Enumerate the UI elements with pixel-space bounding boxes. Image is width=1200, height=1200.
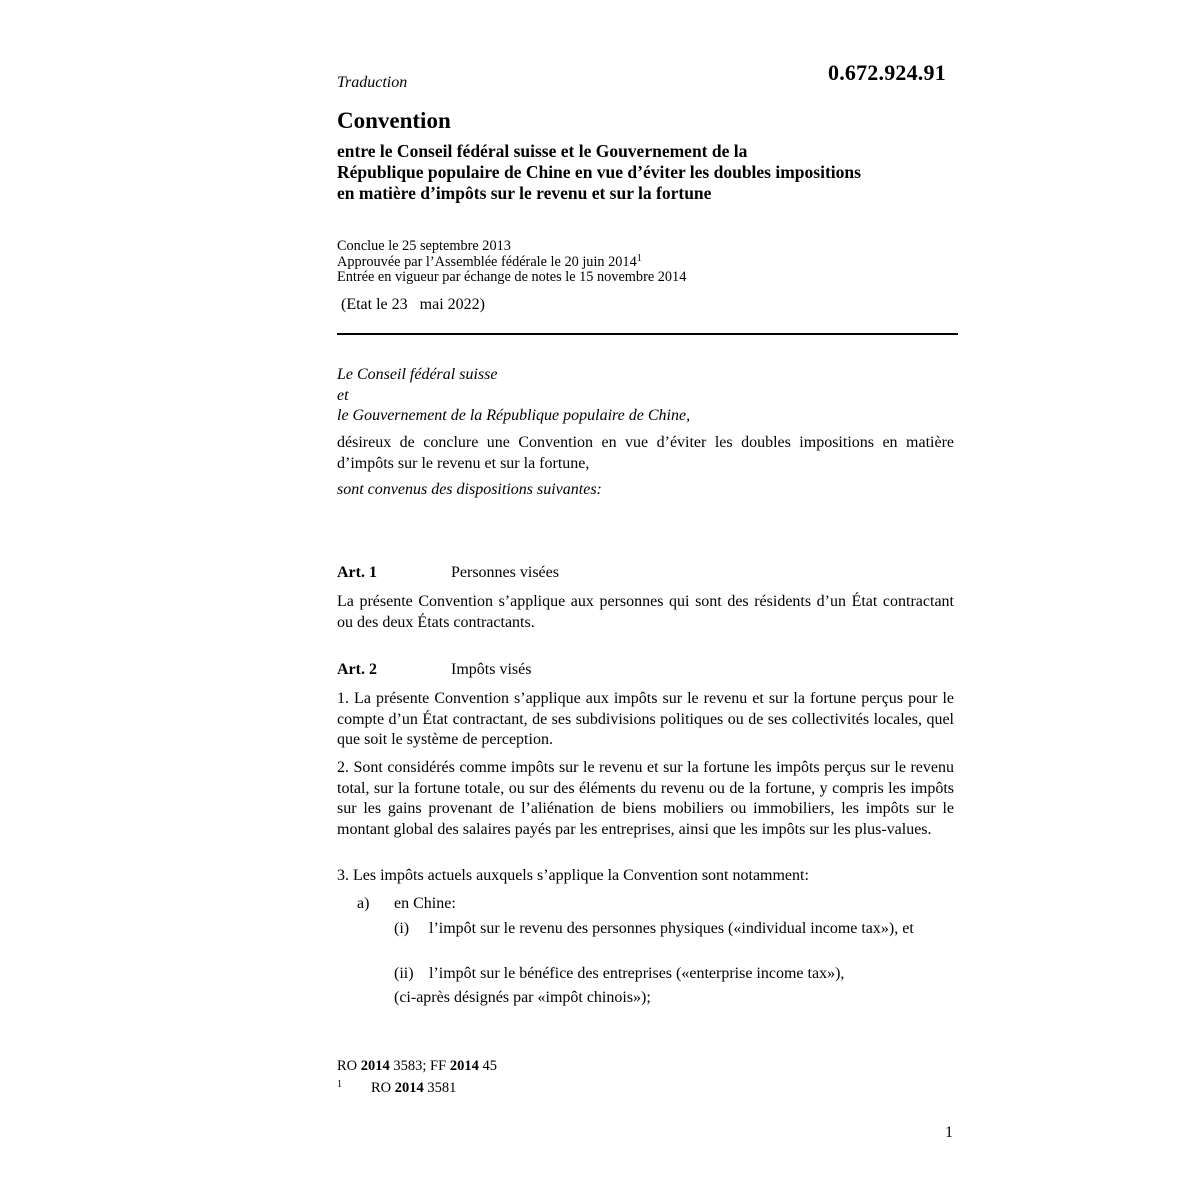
article-title: Personnes visées [451, 564, 559, 581]
concluded-date: Conclue le 25 septembre 2013 [337, 238, 511, 254]
fn1-year: 2014 [394, 1080, 424, 1096]
article-2-paragraph-2: 2. Sont considérés comme impôts sur le revenu et sur la fortune les impôts perçus sur le revenu total, sur la fortune totale, ou sur des éléments du revenu ou de la fortune, y compris les impôts sur les gains provenant de l’aliénation de biens mobiliers ou immobiliers, les impôts sur le montant global des salaires payés par les entreprises, ainsi que les impôts sur les plus-values. [337, 759, 954, 838]
subtitle-line: République populaire de Chine en vue d’éviter les doubles impositions [337, 162, 861, 182]
sub-item-label: (i) [394, 920, 410, 937]
fn1-page: 3581 [423, 1080, 457, 1096]
article-number: Art. 2 [337, 661, 377, 678]
preamble-desire: désireux de conclure une Convention en vue d’éviter les doubles impositions en matière d’impôts sur le revenu et sur la fortune, [337, 434, 954, 472]
party-1: Le Conseil fédéral suisse [337, 366, 498, 383]
header-divider [337, 333, 958, 335]
conjunction: et [337, 386, 349, 404]
article-2-heading [337, 661, 531, 679]
sub-item-i [394, 919, 954, 940]
footnote-number: 1 [337, 1079, 342, 1090]
page-number: 1 [945, 1124, 953, 1141]
article-title: Impôts visés [451, 661, 532, 678]
sub-item-label: (ii) [394, 965, 414, 982]
ff-page: 45 [478, 1058, 497, 1074]
sub-item-text: l’impôt sur le bénéfice des entreprises («enterprise income tax»), [429, 965, 845, 982]
translation-label: Traduction [337, 74, 408, 91]
sub-item-text: l’impôt sur le revenu des personnes physiques («individual income tax»), et [429, 920, 914, 937]
document-subtitle [337, 141, 977, 204]
list-label: a) [357, 895, 370, 912]
article-1-text: La présente Convention s’applique aux personnes qui sont des résidents d’un État contractant ou des deux États contractants. [337, 593, 954, 631]
ff-year: 2014 [449, 1058, 479, 1074]
sub-item-ii [394, 964, 954, 985]
footnote-1 [337, 1079, 456, 1097]
document-title: Convention [337, 108, 451, 133]
ro-prefix: RO [337, 1058, 361, 1074]
footnote-ref: 1 [636, 252, 642, 264]
party-2: le Gouvernement de la République populaire de Chine, [337, 407, 691, 424]
dates-block [337, 239, 686, 286]
entry-into-force-date: Entrée en vigueur par échange de notes le 15 novembre 2014 [337, 269, 687, 285]
preamble-agreed: sont convenus des dispositions suivantes: [337, 481, 602, 498]
approved-date-line [337, 252, 686, 271]
article-1-heading [337, 564, 559, 582]
status-date: (Etat le 23 mai 2022) [341, 296, 485, 313]
publication-reference [337, 1058, 497, 1075]
ro-year: 2014 [360, 1058, 390, 1074]
article-2-paragraph-1: 1. La présente Convention s’applique aux impôts sur le revenu et sur la fortune perçus pour le compte d’un État contractant, de ses subdivisions politiques ou de ses collectivités locales, quel que soit le système de perception. [337, 690, 954, 748]
list-text: en Chine: [394, 895, 456, 912]
sr-number: 0.672.924.91 [828, 60, 946, 85]
subtitle-line: en matière d’impôts sur le revenu et sur la fortune [337, 183, 712, 203]
list-item-a [357, 895, 456, 913]
sub-item-designation: (ci-après désignés par «impôt chinois»); [394, 989, 651, 1006]
ro-page: 3583; FF [389, 1058, 450, 1074]
preamble-parties [337, 365, 954, 427]
fn1-prefix: RO [371, 1080, 395, 1096]
subtitle-line: entre le Conseil fédéral suisse et le Gouvernement de la [337, 141, 748, 161]
approved-date: Approuvée par l’Assemblée fédérale le 20 juin 2014 [337, 253, 637, 270]
article-number: Art. 1 [337, 564, 377, 581]
article-2-paragraph-3: 3. Les impôts actuels auxquels s’applique la Convention sont notamment: [337, 867, 809, 884]
